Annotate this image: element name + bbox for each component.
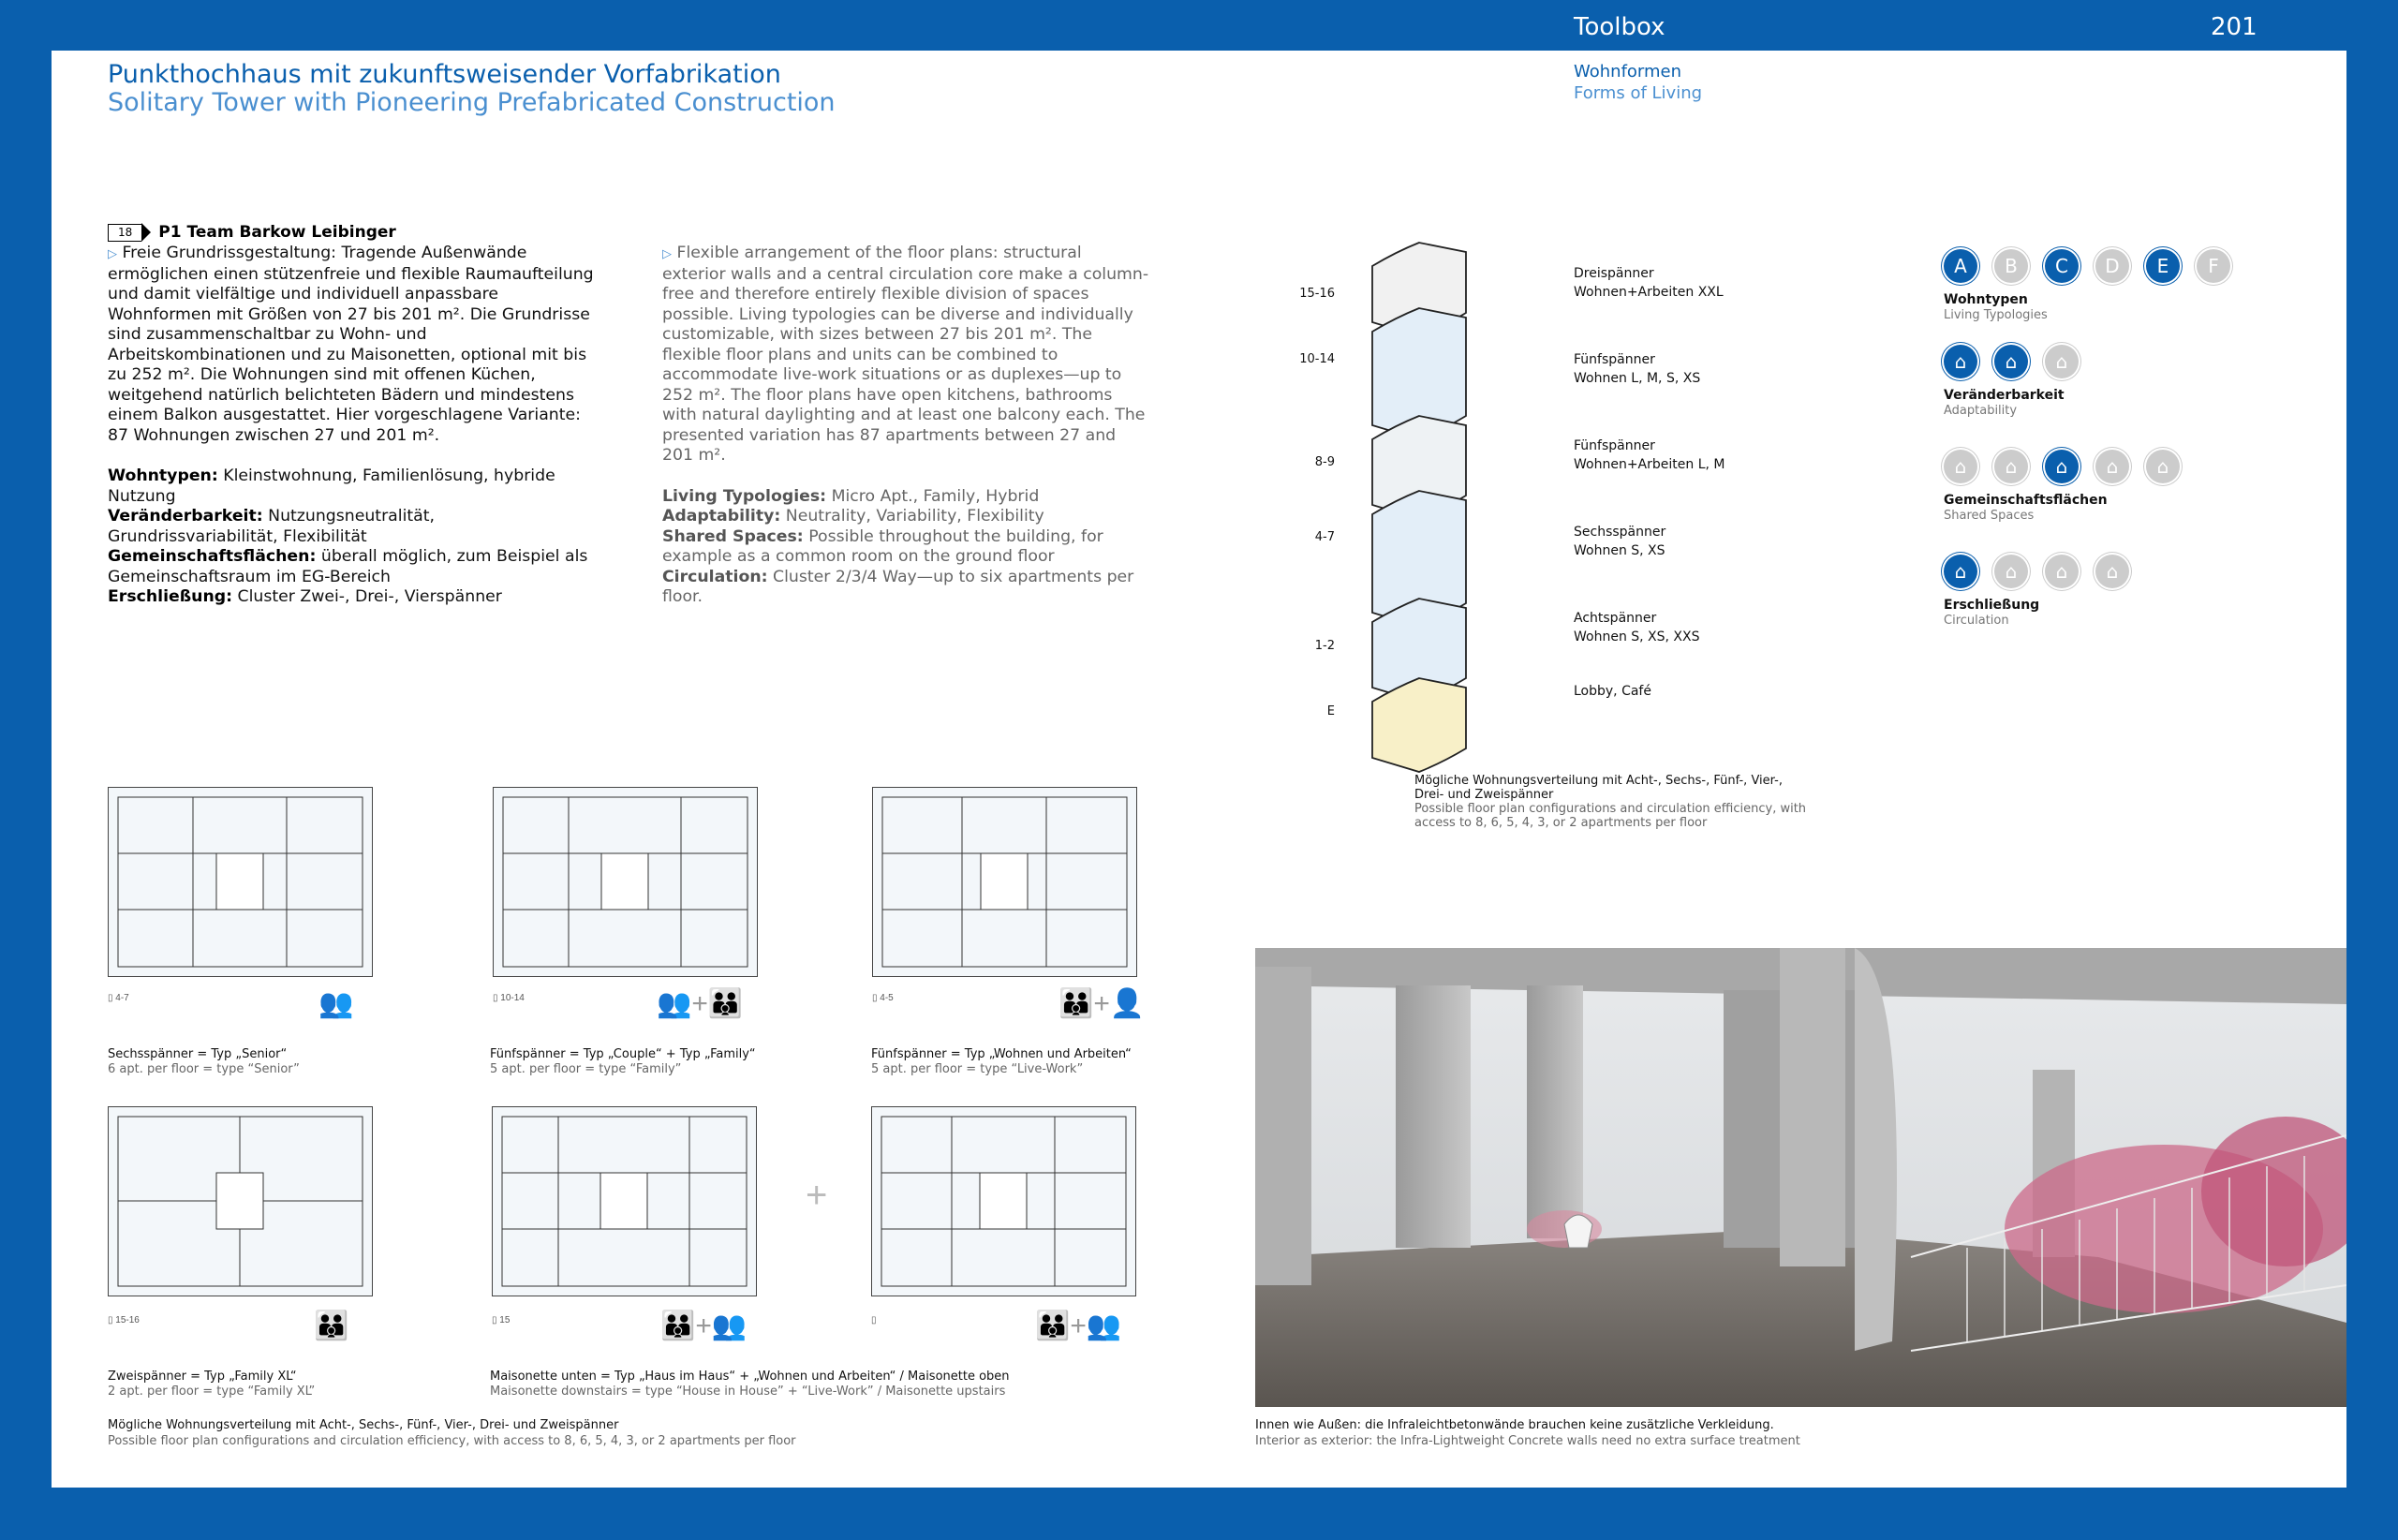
shared-label: Gemeinschaftsflächen (1944, 493, 2108, 508)
shared-label-de: Gemeinschaftsflächen: (108, 547, 317, 566)
house-icon: ⌂ (2045, 555, 2079, 588)
circ-label-de: Erschließung: (108, 587, 233, 606)
floor-label: 4-7 (1314, 530, 1335, 544)
people-icon: 👥 (318, 988, 354, 1019)
plan-caption-de: Zweispänner = Typ „Family XL“ (108, 1370, 297, 1384)
team-number-tag: 18 (108, 224, 141, 242)
adapt-label-de: Veränderbarkeit: (108, 507, 263, 526)
photo-caption-en: Interior as exterior: the Infra-Lightweight Concrete walls need no extra surface treatment (1255, 1434, 1800, 1448)
tower-caption-de: Mögliche Wohnungsverteilung mit Acht-, Sechs-, Fünf-, Vier-, Drei- und Zweispänner (1414, 774, 1784, 802)
plan-caption-de: Sechsspänner = Typ „Senior“ (108, 1047, 288, 1061)
tower-caption-en: Possible floor plan configurations and circulation efficiency, with access to 8, 6, 5, 4, 3, or 2 apartments per floor (1414, 802, 1807, 830)
intro-de: Freie Grundrissgestaltung: Tragende Außenwände ermöglichen einen stützenfreie und flexible Raumaufteilung und damit vielfältige und individuell anpassbare Wohnformen mit Größen von 27 bis 201 m². Die Grundrisse sind zusammenschaltbar zu Wohn- und Arbeitskombinationen und zu Maisonetten, optional mit bis zu 252 m². Die Wohnungen sind mit offenen Küchen, weitgehend natürlich belichteten Bädern und mindestens einem Balkon ausgestattet. Hier vorgeschlagene Variante: 87 Wohnungen zwischen 27 und 201 m². (108, 244, 594, 445)
tag-arrow-icon (141, 223, 151, 242)
floor-label: 1-2 (1314, 639, 1335, 653)
shared-en: Possible throughout the building, for example as a common room on the ground floor (662, 526, 1103, 566)
people-icon: 👪+👥 (1035, 1310, 1122, 1341)
floor-plan (108, 787, 373, 977)
mini-tower-icon: ▯ 4-5 (872, 993, 894, 1003)
types-label-de: Wohntypen: (108, 466, 218, 485)
house-icon: ⌂ (1994, 555, 2028, 588)
house-icon: ⌂ (2095, 555, 2129, 588)
wohntyp-b-badge: B (1994, 249, 2028, 283)
segment-label: Fünfspänner Wohnen L, M, S, XS (1574, 352, 1701, 386)
types-label-en: Living Typologies: (662, 486, 827, 506)
wohntypen-label-en: Living Typologies (1944, 308, 2048, 322)
floor-plan-drawing (109, 788, 372, 976)
house-icon: ⌂ (2146, 450, 2180, 483)
section-title: Toolbox (1574, 13, 1665, 41)
shared-label-en: Shared Spaces (1944, 509, 2035, 523)
house-icon: ⌂ (1994, 345, 2028, 378)
floor-plan-drawing (872, 1107, 1135, 1296)
mini-tower-icon: ▯ 4-7 (108, 993, 129, 1003)
circ-label-en: Circulation (1944, 614, 2009, 628)
mini-tower-icon: ▯ 15 (492, 1315, 511, 1325)
triangle-bullet-icon: ▷ (662, 247, 672, 261)
floor-plan-drawing (873, 788, 1136, 976)
mini-tower-icon: ▯ 10-14 (493, 993, 525, 1003)
floor-plan-drawing (493, 1107, 756, 1296)
segment-label: Achtspänner Wohnen S, XS, XXS (1574, 611, 1700, 644)
plus-icon: + (806, 1175, 828, 1216)
plan-caption-en: 2 apt. per floor = type “Family XL” (108, 1385, 316, 1399)
legend (1944, 249, 2300, 689)
team-heading (108, 223, 396, 242)
mini-tower-icon: ▯ (871, 1315, 877, 1325)
floor-plan (871, 1106, 1136, 1296)
floor-plan (493, 787, 758, 977)
wohntyp-d-badge: D (2095, 249, 2129, 283)
segment-label: Dreispänner Wohnen+Arbeiten XXL (1574, 266, 1724, 300)
wohntyp-e-badge: E (2146, 249, 2180, 283)
wohntyp-c-badge: C (2045, 249, 2079, 283)
circ-label: Erschließung (1944, 598, 2040, 613)
people-icon: 👥+👪 (657, 988, 744, 1019)
page-title-en: Solitary Tower with Pioneering Prefabricated Construction (108, 88, 836, 117)
page (52, 51, 2346, 1488)
floor-label: E (1326, 704, 1335, 718)
circ-en: Cluster 2/3/4 Way—up to six apartments per floor. (662, 567, 1134, 606)
plans-caption-de: Mögliche Wohnungsverteilung mit Acht-, Sechs-, Fünf-, Vier-, Drei- und Zweispänner (108, 1418, 619, 1432)
people-icon: 👪+👥 (660, 1310, 748, 1341)
house-icon: ⌂ (2095, 450, 2129, 483)
circ-label-en: Circulation: (662, 567, 768, 586)
team-name: P1 Team Barkow Leibinger (158, 223, 396, 242)
text-english (662, 244, 1149, 608)
top-bar (0, 0, 2398, 51)
floor-plan (872, 787, 1137, 977)
adapt-de: Nutzungsneutralität, Grundrissvariabilität, Flexibilität (108, 507, 436, 546)
interior-photo-render (1255, 948, 2346, 1407)
plan-caption-de: Maisonette unten = Typ „Haus im Haus“ + „Wohnen und Arbeiten“ / Maisonette oben (490, 1370, 1010, 1384)
tower-diagram (1354, 229, 1475, 809)
wohntyp-a-badge: A (1944, 249, 1977, 283)
plan-caption-de: Fünfspänner = Typ „Wohnen und Arbeiten“ (871, 1047, 1132, 1061)
wohntyp-f-badge: F (2197, 249, 2230, 283)
floor-plan (108, 1106, 373, 1296)
floor-label: 10-14 (1299, 352, 1335, 366)
floor-plan-drawing (494, 788, 757, 976)
shared-label-en: Shared Spaces: (662, 526, 804, 546)
plan-caption-de: Fünfspänner = Typ „Couple“ + Typ „Family“ (490, 1047, 756, 1061)
plan-caption-en: 5 apt. per floor = type “Family” (490, 1062, 682, 1076)
page-title-de: Punkthochhaus mit zukunftsweisender Vorfabrikation (108, 60, 781, 89)
intro-en: Flexible arrangement of the floor plans: structural exterior walls and a central circulation core make a column-free and therefore entirely flexible division of spaces possible. Living typologies can be diverse and individually customizable, with sizes between 27 bis 201 m². The flexible floor plans and units can be combined to accommodate live-work situations or as duplexes—up to 252 m². The floor plans have open kitchens, bathrooms with natural daylighting and at least one balcony each. The presented variation has 87 apartments between 27 and 201 m². (662, 244, 1149, 465)
adapt-label-en: Adaptability: (662, 507, 781, 526)
segment-label: Fünfspänner Wohnen+Arbeiten L, M (1574, 438, 1725, 472)
floor-plan (492, 1106, 757, 1296)
tower-caption (1414, 774, 1808, 830)
types-de: Kleinstwohnung, Familienlösung, hybride Nutzung (108, 466, 555, 506)
people-icon: 👪 (314, 1310, 349, 1341)
segment-label: Sechsspänner Wohnen S, XS (1574, 525, 1666, 558)
adapt-en: Neutrality, Variability, Flexibility (785, 507, 1044, 526)
triangle-bullet-icon: ▷ (108, 247, 117, 261)
mini-tower-icon: ▯ 15-16 (108, 1315, 140, 1325)
plan-caption-en: Maisonette downstairs = type “House in House” + “Live-Work” / Maisonette upstairs (490, 1385, 1006, 1399)
photo-caption-de: Innen wie Außen: die Infraleichtbetonwände brauchen keine zusätzliche Verkleidung. (1255, 1418, 1774, 1432)
floor-label: 15-16 (1299, 287, 1335, 301)
house-icon: ⌂ (1994, 450, 2028, 483)
house-icon: ⌂ (1944, 450, 1977, 483)
circ-de: Cluster Zwei-, Drei-, Vierspänner (237, 587, 502, 606)
people-icon: 👪+👤 (1058, 988, 1146, 1019)
wohntypen-label: Wohntypen (1944, 292, 2028, 307)
house-icon: ⌂ (1944, 555, 1977, 588)
house-icon: ⌂ (1944, 345, 1977, 378)
adapt-label: Veränderbarkeit (1944, 388, 2065, 403)
interior-photo (1255, 948, 2346, 1407)
plan-caption-en: 6 apt. per floor = type “Senior” (108, 1062, 300, 1076)
floor-label: 8-9 (1314, 455, 1335, 469)
shared-de: überall möglich, zum Beispiel als Gemeinschaftsraum im EG-Bereich (108, 547, 588, 586)
segment-label: Lobby, Café (1574, 684, 1651, 699)
plans-caption-en: Possible floor plan configurations and circulation efficiency, with access to 8, 6, 5, 4, 3, or 2 apartments per floor (108, 1434, 796, 1448)
page-number: 201 (2211, 13, 2257, 41)
types-en: Micro Apt., Family, Hybrid (831, 486, 1040, 506)
adapt-label-en: Adaptability (1944, 404, 2018, 418)
category-de: Wohnformen (1574, 62, 1682, 81)
text-german (108, 244, 595, 608)
category-en: Forms of Living (1574, 83, 1703, 103)
floor-plan-drawing (109, 1107, 372, 1296)
house-icon: ⌂ (2045, 345, 2079, 378)
plan-caption-en: 5 apt. per floor = type “Live-Work” (871, 1062, 1084, 1076)
house-icon: ⌂ (2045, 450, 2079, 483)
